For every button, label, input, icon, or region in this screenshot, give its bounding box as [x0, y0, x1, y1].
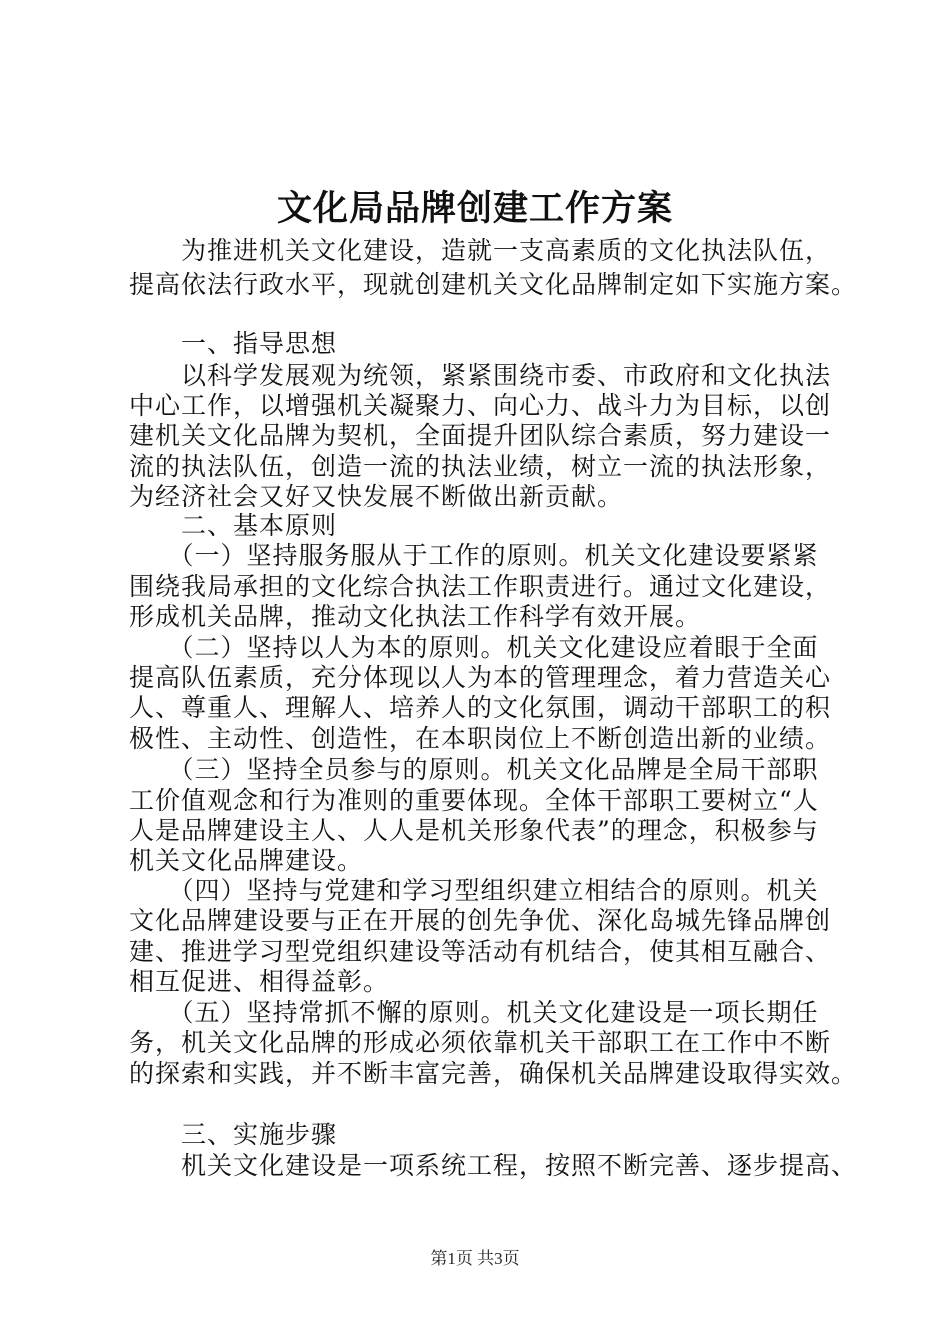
paragraph-line: 中心工作，以增强机关凝聚力、向心力、战斗力为目标，以创: [129, 391, 832, 420]
paragraph-line: 机关文化建设是一项系统工程，按照不断完善、逐步提高、: [129, 1151, 858, 1180]
paragraph-line: （三）坚持全员参与的原则。机关文化品牌是全局干部职: [129, 755, 819, 784]
section-heading: 三、实施步骤: [129, 1120, 338, 1149]
paragraph-line: 的探索和实践，并不断丰富完善，确保机关品牌建设取得实效。: [129, 1059, 858, 1088]
paragraph-line: 务，机关文化品牌的形成必须依靠机关干部职工在工作中不断: [129, 1028, 832, 1057]
paragraph-line: 极性、主动性、创造性，在本职岗位上不断创造出新的业绩。: [129, 724, 832, 753]
paragraph-line: 提高队伍素质，充分体现以人为本的管理理念，着力营造关心: [129, 663, 832, 692]
document-title: 文化局品牌创建工作方案: [276, 188, 673, 229]
paragraph-line: 建机关文化品牌为契机，全面提升团队综合素质，努力建设一: [129, 421, 832, 450]
paragraph-line: 形成机关品牌，推动文化执法工作科学有效开展。: [129, 602, 702, 631]
paragraph-line: （四）坚持与党建和学习型组织建立相结合的原则。机关: [129, 876, 819, 905]
paragraph-line: 围绕我局承担的文化综合执法工作职责进行。通过文化建设，: [129, 572, 832, 601]
section-heading: 二、基本原则: [129, 511, 338, 540]
paragraph-line: 以科学发展观为统领，紧紧围绕市委、市政府和文化执法: [129, 361, 832, 390]
paragraph-line: 提高依法行政水平，现就创建机关文化品牌制定如下实施方案。: [129, 270, 858, 299]
paragraph-line: （一）坚持服务服从于工作的原则。机关文化建设要紧紧: [129, 541, 819, 570]
paragraph-line: 机关文化品牌建设。: [129, 846, 364, 875]
paragraph-line: 文化品牌建设要与正在开展的创先争优、深化岛城先锋品牌创: [129, 906, 832, 935]
paragraph-line: 流的执法队伍，创造一流的执法业绩，树立一流的执法形象，: [129, 452, 832, 481]
paragraph-line: （五）坚持常抓不懈的原则。机关文化建设是一项长期任: [129, 998, 819, 1027]
paragraph-line: 为经济社会又好又快发展不断做出新贡献。: [129, 482, 624, 511]
page-footer: 第1页 共3页: [430, 1249, 520, 1268]
section-heading: 一、指导思想: [129, 329, 338, 358]
paragraph-line: 建、推进学习型党组织建设等活动有机结合，使其相互融合、: [129, 937, 832, 966]
paragraph-line: （二）坚持以人为本的原则。机关文化建设应着眼于全面: [129, 633, 819, 662]
paragraph-line: 工价值观念和行为准则的重要体现。全体干部职工要树立“人: [129, 786, 819, 815]
paragraph-line: 人是品牌建设主人、人人是机关形象代表”的理念，积极参与: [129, 816, 819, 845]
paragraph-line: 相互促进、相得益彰。: [129, 967, 390, 996]
paragraph-line: 人、尊重人、理解人、培养人的文化氛围，调动干部职工的积: [129, 693, 832, 722]
paragraph-line: 为推进机关文化建设，造就一支高素质的文化执法队伍，: [129, 236, 832, 265]
